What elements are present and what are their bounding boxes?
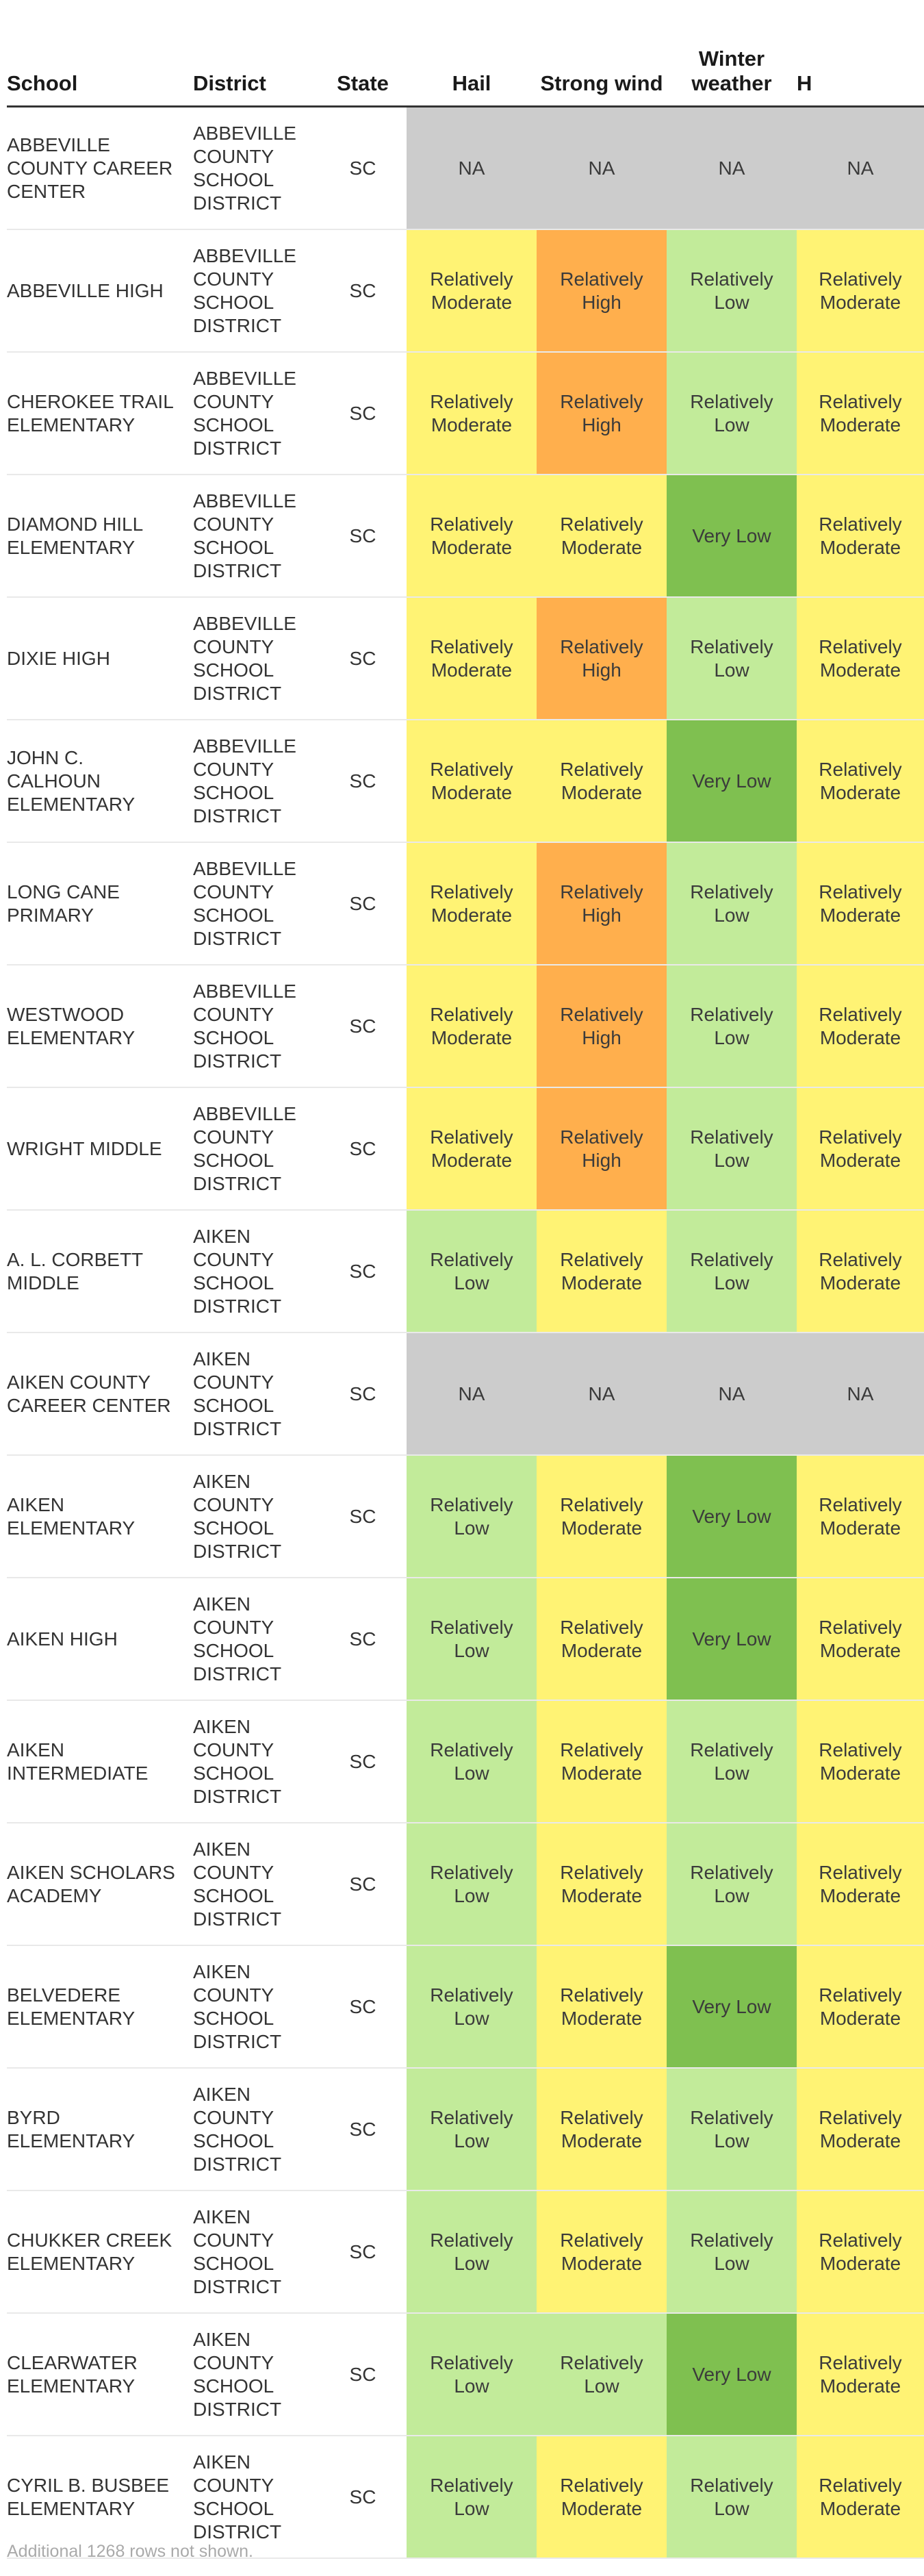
table-row xyxy=(7,352,924,475)
district-cell: ABBEVILLE COUNTY SCHOOL DISTRICT xyxy=(186,107,319,230)
next-hazard-rating-cell: Relatively Moderate xyxy=(797,475,924,597)
hail-rating-cell: NA xyxy=(407,107,537,230)
table-row xyxy=(7,965,924,1087)
strong-wind-rating-cell: Relatively Moderate xyxy=(537,1210,667,1333)
school-cell: CLEARWATER ELEMENTARY xyxy=(7,2313,186,2436)
next-hazard-rating-cell: Relatively Moderate xyxy=(797,1210,924,1333)
hail-rating-cell: Relatively Low xyxy=(407,1700,537,1823)
next-hazard-rating-cell: Relatively Moderate xyxy=(797,842,924,965)
district-cell: ABBEVILLE COUNTY SCHOOL DISTRICT xyxy=(186,965,319,1087)
winter-weather-rating-cell: Very Low xyxy=(667,1945,797,2068)
strong-wind-rating-cell: Relatively Low xyxy=(537,2313,667,2436)
hail-rating-cell: Relatively Moderate xyxy=(407,229,537,352)
hail-rating-cell: Relatively Low xyxy=(407,2190,537,2313)
district-cell: AIKEN COUNTY SCHOOL DISTRICT xyxy=(186,2190,319,2313)
hail-rating-cell: Relatively Low xyxy=(407,1945,537,2068)
district-cell: AIKEN COUNTY SCHOOL DISTRICT xyxy=(186,1210,319,1333)
column-header-hail[interactable]: Hail xyxy=(407,0,537,107)
next-hazard-rating-cell: Relatively Moderate xyxy=(797,1945,924,2068)
state-cell: SC xyxy=(319,597,407,720)
next-hazard-rating-cell: Relatively Moderate xyxy=(797,2068,924,2190)
table-row xyxy=(7,1700,924,1823)
state-cell: SC xyxy=(319,2436,407,2558)
strong-wind-rating-cell: Relatively High xyxy=(537,842,667,965)
hail-rating-cell: Relatively Low xyxy=(407,2068,537,2190)
column-header-next[interactable]: H xyxy=(797,0,924,107)
school-cell: JOHN C. CALHOUN ELEMENTARY xyxy=(7,720,186,842)
state-cell: SC xyxy=(319,1333,407,1455)
winter-weather-rating-cell: Relatively Low xyxy=(667,1087,797,1210)
state-cell: SC xyxy=(319,1455,407,1578)
state-cell: SC xyxy=(319,475,407,597)
winter-weather-rating-cell: Relatively Low xyxy=(667,352,797,475)
column-header-school[interactable]: School xyxy=(7,0,186,107)
school-cell: WESTWOOD ELEMENTARY xyxy=(7,965,186,1087)
next-hazard-rating-cell: Relatively Moderate xyxy=(797,1823,924,1945)
hail-rating-cell: Relatively Low xyxy=(407,2436,537,2558)
strong-wind-rating-cell: Relatively Moderate xyxy=(537,2190,667,2313)
table-row xyxy=(7,2313,924,2436)
next-hazard-rating-cell: Relatively Moderate xyxy=(797,1455,924,1578)
school-cell: CYRIL B. BUSBEE ELEMENTARY xyxy=(7,2436,186,2558)
table-row xyxy=(7,1945,924,2068)
school-cell: AIKEN HIGH xyxy=(7,1578,186,1700)
winter-weather-rating-cell: Relatively Low xyxy=(667,1700,797,1823)
hail-rating-cell: Relatively Moderate xyxy=(407,597,537,720)
table-body xyxy=(7,107,924,2559)
school-cell: CHUKKER CREEK ELEMENTARY xyxy=(7,2190,186,2313)
hail-rating-cell: Relatively Low xyxy=(407,1455,537,1578)
district-cell: AIKEN COUNTY SCHOOL DISTRICT xyxy=(186,1578,319,1700)
state-cell: SC xyxy=(319,965,407,1087)
winter-weather-rating-cell: Very Low xyxy=(667,720,797,842)
strong-wind-rating-cell: Relatively Moderate xyxy=(537,2436,667,2558)
next-hazard-rating-cell: Relatively Moderate xyxy=(797,965,924,1087)
hail-rating-cell: Relatively Moderate xyxy=(407,475,537,597)
footnote: Additional 1268 rows not shown. xyxy=(7,2542,253,2561)
table-row xyxy=(7,229,924,352)
school-cell: AIKEN COUNTY CAREER CENTER xyxy=(7,1333,186,1455)
school-cell: BELVEDERE ELEMENTARY xyxy=(7,1945,186,2068)
strong-wind-rating-cell: Relatively Moderate xyxy=(537,1945,667,2068)
winter-weather-rating-cell: NA xyxy=(667,1333,797,1455)
district-cell: AIKEN COUNTY SCHOOL DISTRICT xyxy=(186,1945,319,2068)
strong-wind-rating-cell: Relatively High xyxy=(537,352,667,475)
table-row xyxy=(7,2068,924,2190)
strong-wind-rating-cell: Relatively High xyxy=(537,229,667,352)
state-cell: SC xyxy=(319,1578,407,1700)
next-hazard-rating-cell: Relatively Moderate xyxy=(797,352,924,475)
district-cell: ABBEVILLE COUNTY SCHOOL DISTRICT xyxy=(186,720,319,842)
strong-wind-rating-cell: Relatively Moderate xyxy=(537,1455,667,1578)
district-cell: AIKEN COUNTY SCHOOL DISTRICT xyxy=(186,2436,319,2558)
state-cell: SC xyxy=(319,107,407,230)
next-hazard-rating-cell: Relatively Moderate xyxy=(797,597,924,720)
district-cell: ABBEVILLE COUNTY SCHOOL DISTRICT xyxy=(186,597,319,720)
winter-weather-rating-cell: Very Low xyxy=(667,475,797,597)
state-cell: SC xyxy=(319,229,407,352)
state-cell: SC xyxy=(319,842,407,965)
school-cell: DIAMOND HILL ELEMENTARY xyxy=(7,475,186,597)
district-cell: ABBEVILLE COUNTY SCHOOL DISTRICT xyxy=(186,229,319,352)
strong-wind-rating-cell: Relatively High xyxy=(537,1087,667,1210)
strong-wind-rating-cell: Relatively High xyxy=(537,597,667,720)
column-header-state[interactable]: State xyxy=(319,0,407,107)
strong-wind-rating-cell: Relatively Moderate xyxy=(537,2068,667,2190)
winter-weather-rating-cell: Very Low xyxy=(667,1455,797,1578)
strong-wind-rating-cell: Relatively Moderate xyxy=(537,1823,667,1945)
next-hazard-rating-cell: Relatively Moderate xyxy=(797,2190,924,2313)
school-cell: CHEROKEE TRAIL ELEMENTARY xyxy=(7,352,186,475)
winter-weather-rating-cell: Very Low xyxy=(667,2313,797,2436)
hail-rating-cell: Relatively Low xyxy=(407,1578,537,1700)
winter-weather-rating-cell: Relatively Low xyxy=(667,965,797,1087)
table-row xyxy=(7,1210,924,1333)
hazard-risk-table xyxy=(7,0,924,2559)
table-row xyxy=(7,1578,924,1700)
school-cell: BYRD ELEMENTARY xyxy=(7,2068,186,2190)
next-hazard-rating-cell: NA xyxy=(797,1333,924,1455)
strong-wind-rating-cell: NA xyxy=(537,1333,667,1455)
next-hazard-rating-cell: Relatively Moderate xyxy=(797,720,924,842)
hail-rating-cell: Relatively Moderate xyxy=(407,965,537,1087)
table-row xyxy=(7,2190,924,2313)
strong-wind-rating-cell: Relatively Moderate xyxy=(537,475,667,597)
state-cell: SC xyxy=(319,1700,407,1823)
table-row xyxy=(7,842,924,965)
table-row xyxy=(7,1087,924,1210)
school-cell: AIKEN INTERMEDIATE xyxy=(7,1700,186,1823)
winter-weather-rating-cell: Relatively Low xyxy=(667,1823,797,1945)
school-cell: LONG CANE PRIMARY xyxy=(7,842,186,965)
hail-rating-cell: Relatively Low xyxy=(407,1823,537,1945)
district-cell: ABBEVILLE COUNTY SCHOOL DISTRICT xyxy=(186,475,319,597)
table-header xyxy=(7,0,924,107)
winter-weather-rating-cell: Relatively Low xyxy=(667,2068,797,2190)
next-hazard-rating-cell: Relatively Moderate xyxy=(797,1578,924,1700)
strong-wind-rating-cell: Relatively High xyxy=(537,965,667,1087)
school-cell: AIKEN ELEMENTARY xyxy=(7,1455,186,1578)
table-row xyxy=(7,475,924,597)
hail-rating-cell: Relatively Moderate xyxy=(407,842,537,965)
school-cell: A. L. CORBETT MIDDLE xyxy=(7,1210,186,1333)
column-header-district[interactable]: District xyxy=(186,0,319,107)
header-row xyxy=(7,0,924,107)
strong-wind-rating-cell: Relatively Moderate xyxy=(537,1578,667,1700)
winter-weather-rating-cell: Relatively Low xyxy=(667,2436,797,2558)
state-cell: SC xyxy=(319,1945,407,2068)
school-cell: WRIGHT MIDDLE xyxy=(7,1087,186,1210)
next-hazard-rating-cell: Relatively Moderate xyxy=(797,2313,924,2436)
table-row xyxy=(7,1333,924,1455)
winter-weather-rating-cell: NA xyxy=(667,107,797,230)
column-header-strong-wind[interactable]: Strong wind xyxy=(537,0,667,107)
state-cell: SC xyxy=(319,1087,407,1210)
next-hazard-rating-cell: Relatively Moderate xyxy=(797,1700,924,1823)
state-cell: SC xyxy=(319,2068,407,2190)
table-row xyxy=(7,597,924,720)
district-cell: ABBEVILLE COUNTY SCHOOL DISTRICT xyxy=(186,842,319,965)
table-row xyxy=(7,1823,924,1945)
school-cell: DIXIE HIGH xyxy=(7,597,186,720)
next-hazard-rating-cell: NA xyxy=(797,107,924,230)
winter-weather-rating-cell: Relatively Low xyxy=(667,229,797,352)
column-header-winter-weather[interactable]: Winter weather xyxy=(667,0,797,107)
hail-rating-cell: Relatively Moderate xyxy=(407,720,537,842)
state-cell: SC xyxy=(319,720,407,842)
school-cell: ABBEVILLE COUNTY CAREER CENTER xyxy=(7,107,186,230)
table-row xyxy=(7,1455,924,1578)
school-cell: AIKEN SCHOLARS ACADEMY xyxy=(7,1823,186,1945)
winter-weather-rating-cell: Relatively Low xyxy=(667,597,797,720)
strong-wind-rating-cell: Relatively Moderate xyxy=(537,1700,667,1823)
table-container xyxy=(7,0,902,2576)
hail-rating-cell: Relatively Moderate xyxy=(407,352,537,475)
state-cell: SC xyxy=(319,352,407,475)
hail-rating-cell: Relatively Low xyxy=(407,1210,537,1333)
district-cell: AIKEN COUNTY SCHOOL DISTRICT xyxy=(186,1700,319,1823)
district-cell: ABBEVILLE COUNTY SCHOOL DISTRICT xyxy=(186,352,319,475)
winter-weather-rating-cell: Relatively Low xyxy=(667,2190,797,2313)
state-cell: SC xyxy=(319,2313,407,2436)
district-cell: AIKEN COUNTY SCHOOL DISTRICT xyxy=(186,2068,319,2190)
winter-weather-rating-cell: Relatively Low xyxy=(667,1210,797,1333)
district-cell: ABBEVILLE COUNTY SCHOOL DISTRICT xyxy=(186,1087,319,1210)
hail-rating-cell: NA xyxy=(407,1333,537,1455)
next-hazard-rating-cell: Relatively Moderate xyxy=(797,2436,924,2558)
school-cell: ABBEVILLE HIGH xyxy=(7,229,186,352)
strong-wind-rating-cell: Relatively Moderate xyxy=(537,720,667,842)
table-row xyxy=(7,107,924,230)
winter-weather-rating-cell: Relatively Low xyxy=(667,842,797,965)
strong-wind-rating-cell: NA xyxy=(537,107,667,230)
state-cell: SC xyxy=(319,2190,407,2313)
hail-rating-cell: Relatively Low xyxy=(407,2313,537,2436)
winter-weather-rating-cell: Very Low xyxy=(667,1578,797,1700)
table-row xyxy=(7,720,924,842)
table-row xyxy=(7,2436,924,2558)
hail-rating-cell: Relatively Moderate xyxy=(407,1087,537,1210)
district-cell: AIKEN COUNTY SCHOOL DISTRICT xyxy=(186,1455,319,1578)
district-cell: AIKEN COUNTY SCHOOL DISTRICT xyxy=(186,1333,319,1455)
state-cell: SC xyxy=(319,1823,407,1945)
next-hazard-rating-cell: Relatively Moderate xyxy=(797,229,924,352)
next-hazard-rating-cell: Relatively Moderate xyxy=(797,1087,924,1210)
district-cell: AIKEN COUNTY SCHOOL DISTRICT xyxy=(186,1823,319,1945)
district-cell: AIKEN COUNTY SCHOOL DISTRICT xyxy=(186,2313,319,2436)
state-cell: SC xyxy=(319,1210,407,1333)
